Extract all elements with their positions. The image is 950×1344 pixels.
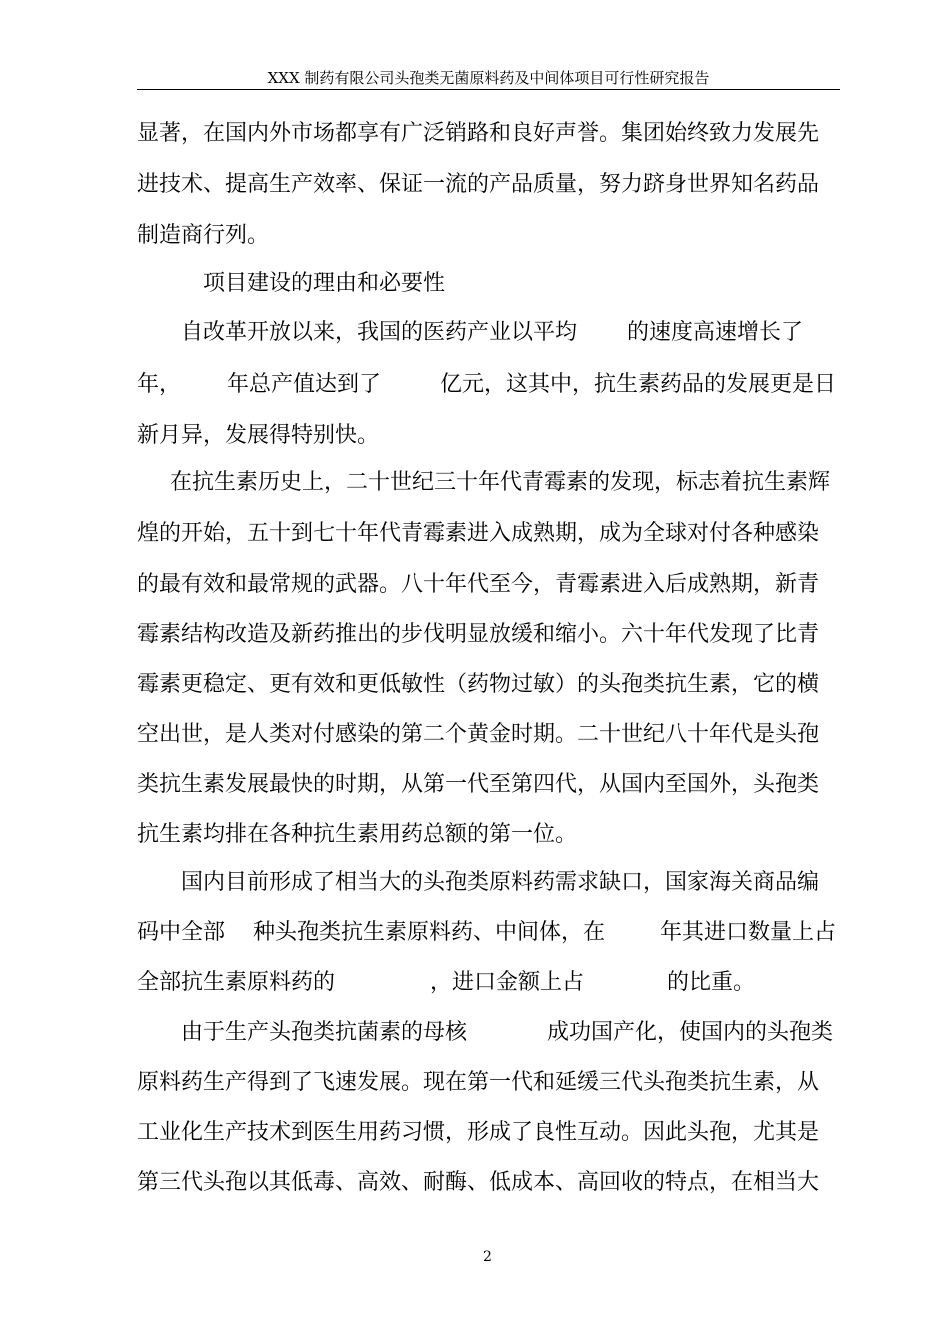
body-line: 国内目前形成了相当大的头孢类原料药需求缺口，国家海关商品编 bbox=[181, 870, 820, 895]
body-line: 亿元，这其中，抗生素药品的发展更是日 bbox=[440, 372, 837, 397]
body-line: 工业化生产技术到医生用药习惯，形成了良性互动。因此头孢，尤其是 bbox=[137, 1120, 820, 1145]
body-line: 的速度高速增长了 bbox=[627, 320, 804, 345]
body-line: 空出世，是人类对付感染的第二个黄金时期。二十世纪八十年代是头孢 bbox=[137, 722, 820, 747]
body-line: 年总产值达到了 bbox=[227, 372, 382, 397]
body-line: 成功国产化，使国内的头孢类 bbox=[547, 1020, 834, 1045]
body-line: 制造商行列。 bbox=[137, 223, 270, 248]
body-line: 霉素结构改造及新药推出的步伐明显放缓和缩小。六十年代发现了比青 bbox=[137, 622, 820, 647]
header-rule bbox=[137, 89, 840, 90]
body-line: 的最有效和最常规的武器。八十年代至今，青霉素进入后成熟期，新青 bbox=[137, 572, 820, 597]
section-heading: 项目建设的理由和必要性 bbox=[203, 271, 446, 296]
body-line: 码中全部 bbox=[137, 920, 226, 945]
body-line: 种头孢类抗生素原料药、中间体，在 bbox=[253, 920, 606, 945]
page-number: 2 bbox=[483, 1249, 492, 1265]
body-line: 年， bbox=[137, 372, 182, 397]
body-line: 新月异，发展得特别快。 bbox=[137, 423, 380, 448]
body-line: 第三代头孢以其低毒、高效、耐酶、低成本、高回收的特点，在相当大 bbox=[137, 1170, 820, 1195]
body-line: 的比重。 bbox=[667, 970, 756, 995]
body-line: 显著，在国内外市场都享有广泛销路和良好声誉。集团始终致力发展先 bbox=[137, 121, 820, 146]
body-line: 抗生素均排在各种抗生素用药总额的第一位。 bbox=[137, 822, 578, 847]
body-line: 进技术、提高生产效率、保证一流的产品质量，努力跻身世界知名药品 bbox=[137, 172, 820, 197]
body-line: 霉素更稳定、更有效和更低敏性（药物过敏）的头孢类抗生素，它的横 bbox=[137, 672, 820, 697]
running-header: XXX 制药有限公司头孢类无菌原料药及中间体项目可行性研究报告 bbox=[267, 69, 710, 87]
body-line: 年其进口数量上占 bbox=[660, 920, 837, 945]
body-line: 类抗生素发展最快的时期，从第一代至第四代，从国内至国外，头孢类 bbox=[137, 772, 820, 797]
body-line: 煌的开始，五十到七十年代青霉素进入成熟期，成为全球对付各种感染 bbox=[137, 521, 820, 546]
body-line: 在抗生素历史上，二十世纪三十年代青霉素的发现，标志着抗生素辉 bbox=[170, 470, 831, 495]
body-line: ，进口金额上占 bbox=[430, 970, 585, 995]
body-line: 全部抗生素原料药的 bbox=[137, 970, 336, 995]
body-line: 由于生产头孢类抗菌素的母核 bbox=[181, 1020, 468, 1045]
body-line: 原料药生产得到了飞速发展。现在第一代和延缓三代头孢类抗生素，从 bbox=[137, 1070, 820, 1095]
body-line: 自改革开放以来，我国的医药产业以平均 bbox=[181, 320, 578, 345]
